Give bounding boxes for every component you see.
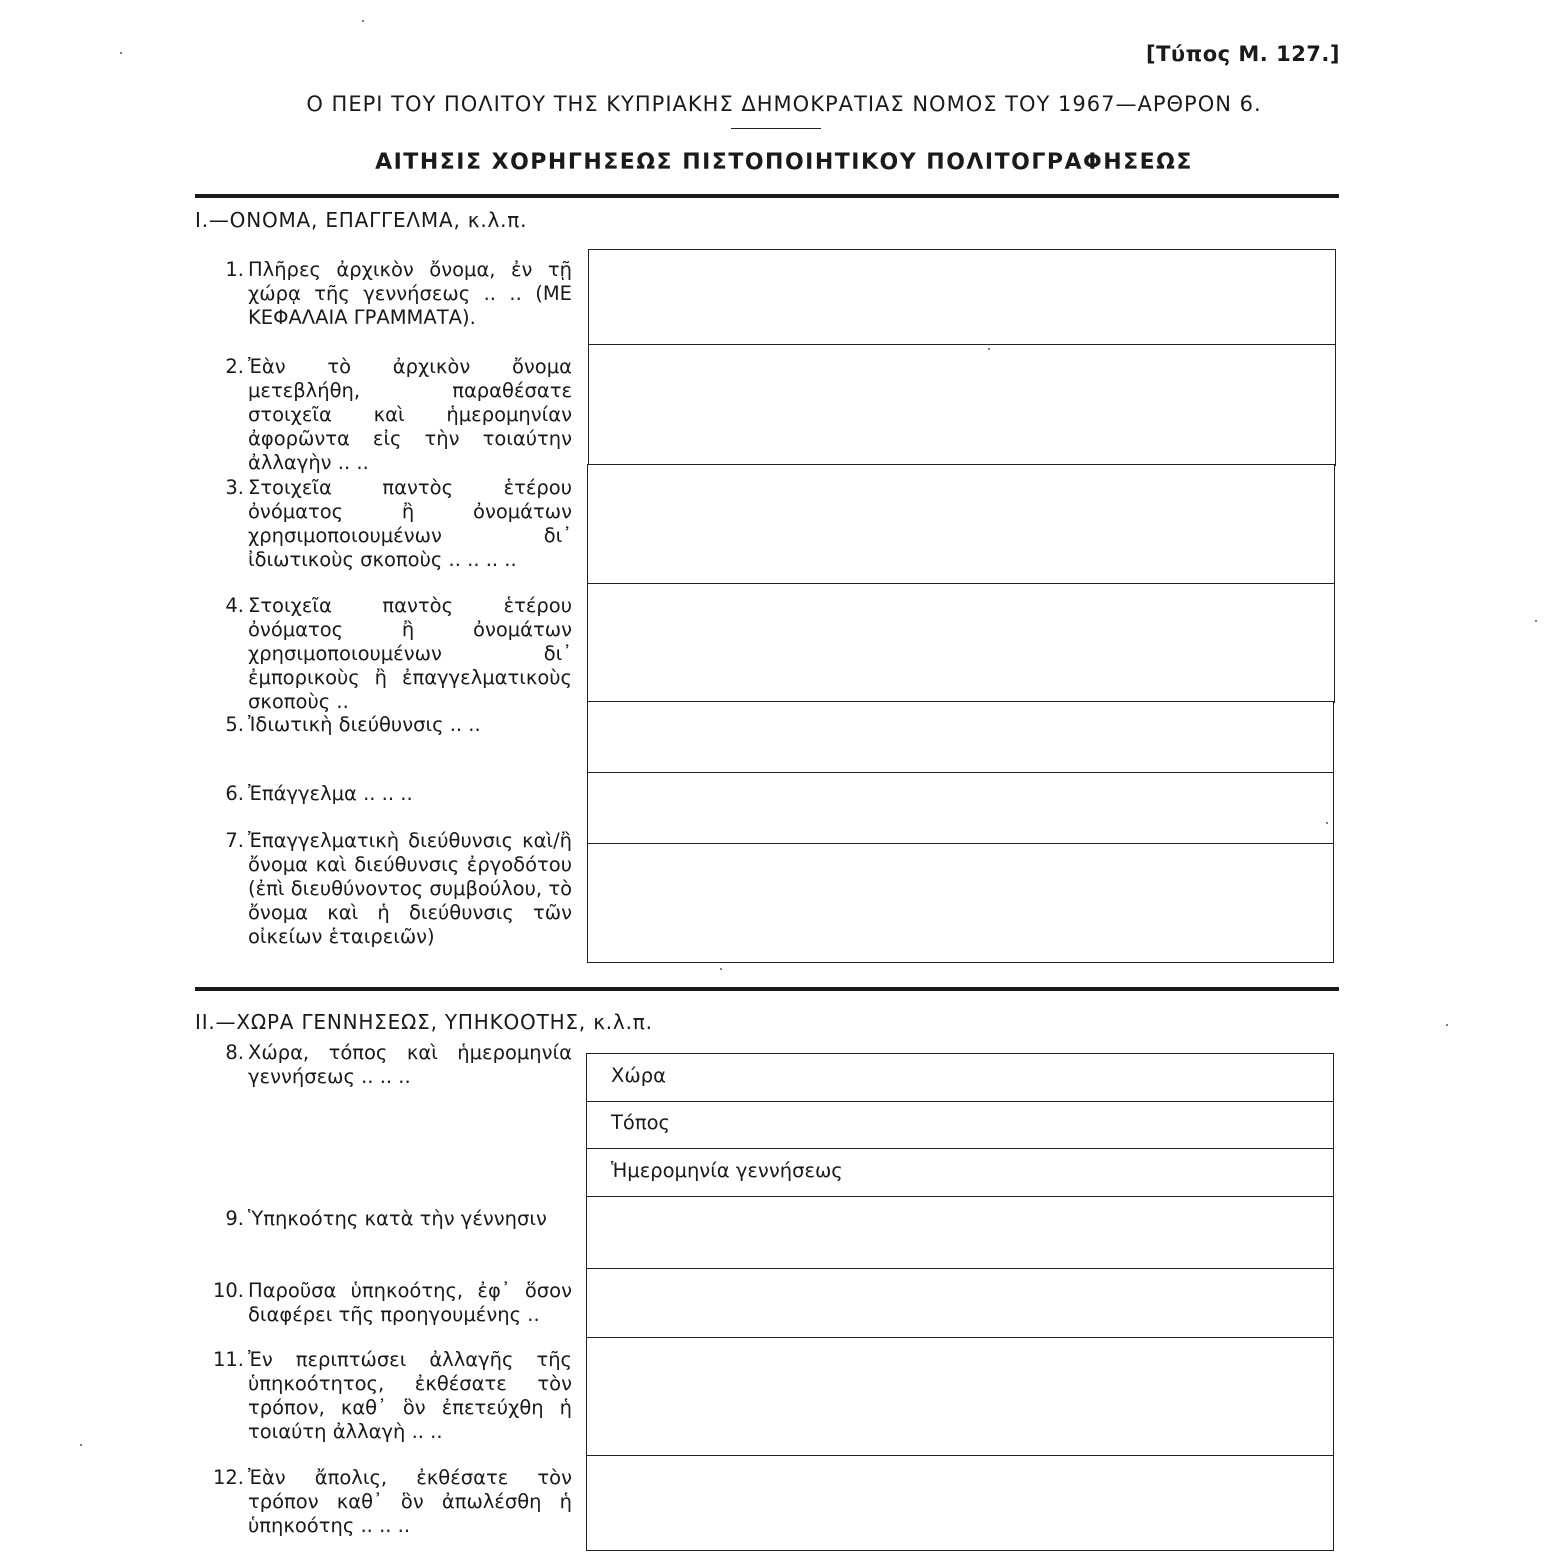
- sub-field-label: Ἡμερομηνία γεννήσεως: [611, 1159, 843, 1182]
- birth-date-field[interactable]: [586, 1148, 1334, 1198]
- item-11-field[interactable]: [586, 1337, 1334, 1457]
- scan-speck: [120, 52, 122, 54]
- item-number: 3.: [225, 476, 244, 499]
- item-4-label: [210, 594, 572, 714]
- item-number: 1.: [225, 258, 244, 281]
- law-underline: [731, 128, 821, 129]
- item-number: 9.: [225, 1207, 244, 1230]
- item-number: 8.: [225, 1041, 244, 1064]
- item-10-field[interactable]: [586, 1268, 1334, 1339]
- birth-country-field[interactable]: [586, 1053, 1334, 1103]
- item-8-label: [210, 1041, 572, 1089]
- item-text: Πλῆρες ἀρχικὸν ὄνομα, ἐν τῇ χώρᾳ τῆς γεννήσεως .. .. (ΜΕ ΚΕΦΑΛΑΙΑ ΓΡΑΜΜΑΤΑ).: [248, 258, 572, 329]
- item-12-label: [210, 1466, 572, 1538]
- item-text: Ἐν περιπτώσει ἀλλαγῆς τῆς ὑπηκοότητος, ἐκθέσατε τὸν τρόπον, καθ᾽ ὃν ἐπετεύχθη ἡ τοιαύτη ἀλλαγὴ .. ..: [248, 1348, 572, 1443]
- scan-speck: [1535, 620, 1537, 622]
- item-text: Ὑπηκοότης κατὰ τὴν γέννησιν: [248, 1207, 547, 1230]
- item-number: 10.: [212, 1279, 244, 1302]
- item-text: Ἐπαγγελματικὴ διεύθυνσις καὶ/ἢ ὄνομα καὶ διεύθυνσις ἐργοδότου (ἐπὶ διευθύνοντος συμβούλου, τὸ ὄνομα καὶ ἡ διεύθυνσις τῶν οἰκείων ἑταιρειῶν): [248, 829, 572, 948]
- sub-field-label: Τόπος: [611, 1111, 670, 1134]
- scan-speck: [988, 348, 990, 350]
- item-10-label: [210, 1279, 572, 1327]
- item-6-field[interactable]: [587, 772, 1334, 845]
- document-title: ΑΙΤΗΣΙΣ ΧΟΡΗΓΗΣΕΩΣ ΠΙΣΤΟΠΟΙΗΤΙΚΟΥ ΠΟΛΙΤΟΓΡΑΦΗΣΕΩΣ: [375, 150, 1193, 175]
- item-number: 5.: [225, 713, 244, 736]
- item-2-field[interactable]: [588, 344, 1336, 466]
- item-text: Ἰδιωτικὴ διεύθυνσις .. ..: [248, 713, 481, 736]
- item-number: 7.: [225, 829, 244, 852]
- item-7-field[interactable]: [587, 843, 1334, 963]
- scan-speck: [1446, 1024, 1448, 1026]
- section-1-heading: I.—ΟΝΟΜΑ, ΕΠΑΓΓΕΛΜΑ, κ.λ.π.: [195, 208, 528, 232]
- item-text: Ἐὰν ἄπολις, ἐκθέσατε τὸν τρόπον καθ᾽ ὃν ἀπωλέσθη ἡ ὑπηκοότης .. .. ..: [248, 1466, 572, 1537]
- item-3-label: [210, 476, 572, 572]
- scan-speck: [1326, 822, 1328, 824]
- form-reference: [Τύπος Μ. 127.]: [1146, 42, 1340, 66]
- scan-speck: [720, 968, 722, 970]
- item-text: Παροῦσα ὑπηκοότης, ἐφ᾽ ὅσον διαφέρει τῆς προηγουμένης ..: [248, 1279, 572, 1326]
- scan-speck: [80, 1444, 82, 1446]
- scan-speck: [362, 20, 364, 22]
- item-number: 6.: [225, 782, 244, 805]
- item-text: Στοιχεῖα παντὸς ἑτέρου ὀνόματος ἢ ὀνομάτων χρησιμοποιουμένων δι᾽ ἐμπορικοὺς ἢ ἐπαγγελματικοὺς σκοποὺς ..: [248, 594, 572, 713]
- item-text: Ἐπάγγελμα .. .. ..: [248, 782, 413, 805]
- top-divider: [195, 194, 1339, 198]
- item-number: 4.: [225, 594, 244, 617]
- item-1-field[interactable]: [588, 249, 1336, 346]
- law-line: Ο ΠΕΡΙ ΤΟΥ ΠΟΛΙΤΟΥ ΤΗΣ ΚΥΠΡΙΑΚΗΣ ΔΗΜΟΚΡΑΤΙΑΣ ΝΟΜΟΣ ΤΟΥ 1967—ΑΡΘΡΟΝ 6.: [306, 92, 1262, 116]
- item-3-field[interactable]: [587, 464, 1335, 585]
- birth-place-field[interactable]: [586, 1101, 1334, 1150]
- section-divider: [195, 987, 1339, 991]
- item-4-field[interactable]: [587, 583, 1335, 703]
- item-number: 2.: [225, 355, 244, 378]
- item-5-label: [210, 713, 572, 737]
- item-text: Χώρα, τόπος καὶ ἡμερομηνία γεννήσεως .. .. ..: [248, 1041, 572, 1088]
- item-9-field[interactable]: [586, 1196, 1334, 1270]
- item-1-label: [210, 258, 572, 330]
- item-11-label: [210, 1348, 572, 1444]
- item-number: 11.: [212, 1348, 244, 1371]
- item-number: 12.: [212, 1466, 244, 1489]
- item-12-field[interactable]: [586, 1455, 1334, 1551]
- sub-field-label: Χώρα: [611, 1064, 666, 1087]
- item-2-label: [210, 355, 572, 475]
- item-5-field[interactable]: [587, 701, 1334, 774]
- item-text: Ἐὰν τὸ ἀρχικὸν ὄνομα μετεβλήθη, παραθέσατε στοιχεῖα καὶ ἡμερομηνίαν ἀφορῶντα εἰς τὴν τοιαύτην ἀλλαγὴν .. ..: [248, 355, 572, 474]
- item-9-label: [210, 1207, 572, 1231]
- item-6-label: [210, 782, 572, 806]
- item-text: Στοιχεῖα παντὸς ἑτέρου ὀνόματος ἢ ὀνομάτων χρησιμοποιουμένων δι᾽ ἰδιωτικοὺς σκοποὺς .. .. .. ..: [248, 476, 572, 571]
- item-7-label: [210, 829, 572, 949]
- section-2-heading: II.—ΧΩΡΑ ΓΕΝΝΗΣΕΩΣ, ΥΠΗΚΟΟΤΗΣ, κ.λ.π.: [195, 1010, 653, 1034]
